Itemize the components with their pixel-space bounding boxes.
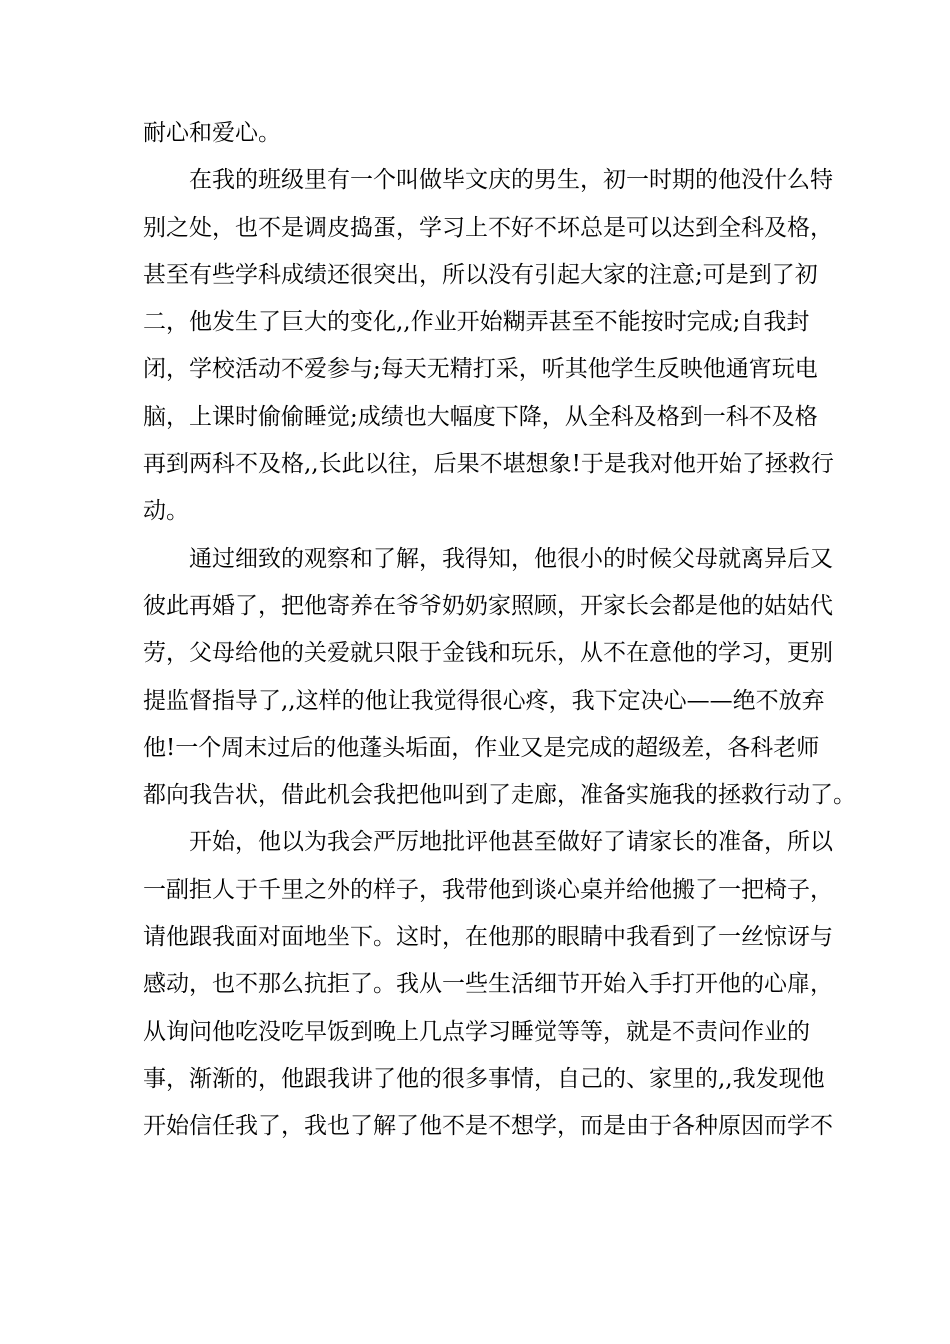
text-line: 甚至有些学科成绩还很突出，所以没有引起大家的注意;可是到了初 xyxy=(143,261,818,288)
text-line: 请他跟我面对面地坐下。这时，在他那的眼睛中我看到了一丝惊讶与 xyxy=(143,924,833,951)
text-line: 耐心和爱心。 xyxy=(143,120,281,146)
paragraph-first-line: 通过细致的观察和了解，我得知，他很小的时候父母就离异后又 xyxy=(189,545,833,572)
text-line: 都向我告状，借此机会我把他叫到了走廊，准备实施我的拯救行动了。 xyxy=(143,782,856,809)
text-line: 脑，上课时偷偷睡觉;成绩也大幅度下降，从全科及格到一科不及格 xyxy=(143,403,818,430)
text-line: 提监督指导了,,这样的他让我觉得很心疼，我下定决心——绝不放弃 xyxy=(143,687,825,714)
paragraph-first-line: 开始，他以为我会严厉地批评他甚至做好了请家长的准备，所以 xyxy=(189,829,833,856)
text-line: 彼此再婚了，把他寄养在爷爷奶奶家照顾，开家长会都是他的姑姑代 xyxy=(143,592,833,619)
document-body xyxy=(143,110,856,1151)
text-line: 动。 xyxy=(143,498,189,525)
text-line: 闭，学校活动不爱参与;每天无精打采，听其他学生反映他通宵玩电 xyxy=(143,356,818,383)
text-line: 从询问他吃没吃早饭到晚上几点学习睡觉等等，就是不责问作业的 xyxy=(143,1018,810,1045)
text-line: 一副拒人于千里之外的样子，我带他到谈心桌并给他搬了一把椅子， xyxy=(143,876,833,903)
paragraph-first-line: 在我的班级里有一个叫做毕文庆的男生，初一时期的他没什么特 xyxy=(189,167,833,194)
text-line: 劳，父母给他的关爱就只限于金钱和玩乐，从不在意他的学习，更别 xyxy=(143,640,833,667)
text-line: 二，他发生了巨大的变化,,作业开始糊弄甚至不能按时完成;自我封 xyxy=(143,309,810,336)
text-line: 他!一个周末过后的他蓬头垢面，作业又是完成的超级差，各科老师 xyxy=(143,734,820,761)
text-line: 开始信任我了，我也了解了他不是不想学，而是由于各种原因而学不 xyxy=(143,1113,833,1140)
text-line: 感动，也不那么抗拒了。我从一些生活细节开始入手打开他的心扉， xyxy=(143,971,833,998)
text-line: 再到两科不及格,,长此以往，后果不堪想象!于是我对他开始了拯救行 xyxy=(143,451,834,478)
text-line: 事，渐渐的，他跟我讲了他的很多事情，自己的、家里的,,我发现他 xyxy=(143,1065,825,1092)
text-line: 别之处，也不是调皮捣蛋，学习上不好不坏总是可以达到全科及格， xyxy=(143,214,833,241)
